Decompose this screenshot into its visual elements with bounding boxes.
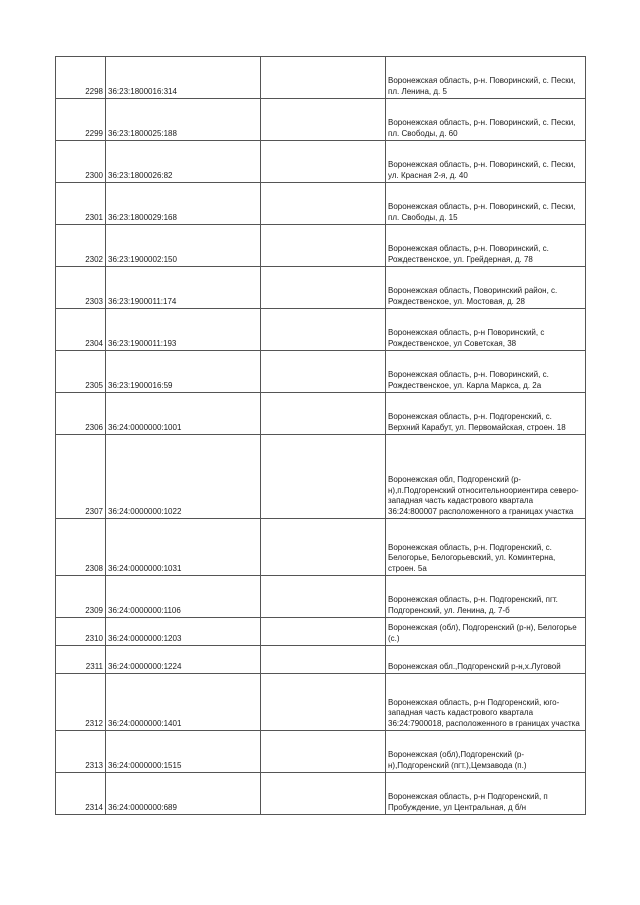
table-row xyxy=(56,773,586,815)
row-number: 2302 xyxy=(56,225,106,267)
row-number: 2298 xyxy=(56,57,106,99)
object-name xyxy=(261,225,386,267)
cadastral-number: 36:23:1900011:193 xyxy=(106,309,261,351)
object-address: Воронежская область, р-н. Поворинский, с. Пески, пл. Свободы, д. 15 xyxy=(386,183,586,225)
row-number: 2308 xyxy=(56,519,106,576)
cadastral-number: 36:23:1800026:82 xyxy=(106,141,261,183)
table-row xyxy=(56,435,586,519)
object-address: Воронежская область, р-н. Подгоренский, пгт. Подгоренский, ул. Ленина, д. 7-б xyxy=(386,576,586,618)
object-address: Воронежская область, р-н Подгоренский, п Пробуждение, ул Центральная, д б/н xyxy=(386,773,586,815)
object-name xyxy=(261,141,386,183)
object-address: Воронежская (обл),Подгоренский (р-н),Подгоренский (пгт.),Цемзавода (п.) xyxy=(386,731,586,773)
row-number: 2313 xyxy=(56,731,106,773)
table-row xyxy=(56,731,586,773)
cadastral-number: 36:24:0000000:1401 xyxy=(106,674,261,731)
table-row xyxy=(56,183,586,225)
object-name xyxy=(261,435,386,519)
row-number: 2314 xyxy=(56,773,106,815)
table-row xyxy=(56,141,586,183)
row-number: 2305 xyxy=(56,351,106,393)
table-row xyxy=(56,351,586,393)
cadastral-number: 36:24:0000000:1022 xyxy=(106,435,261,519)
object-address: Воронежская область, р-н. Поворинский, с. Пески, ул. Красная 2-я, д. 40 xyxy=(386,141,586,183)
object-name xyxy=(261,731,386,773)
object-address: Воронежская область, Поворинский район, с. Рождественское, ул. Мостовая, д. 28 xyxy=(386,267,586,309)
table-row xyxy=(56,576,586,618)
object-name xyxy=(261,646,386,674)
cadastral-number: 36:23:1900016:59 xyxy=(106,351,261,393)
object-address: Воронежская обл.,Подгоренский р-н,х.Луговой xyxy=(386,646,586,674)
object-name xyxy=(261,309,386,351)
cadastral-number: 36:24:0000000:1031 xyxy=(106,519,261,576)
cadastral-number: 36:24:0000000:1203 xyxy=(106,618,261,646)
object-name xyxy=(261,773,386,815)
cadastral-number: 36:23:1900002:150 xyxy=(106,225,261,267)
row-number: 2307 xyxy=(56,435,106,519)
cadastral-number: 36:24:0000000:689 xyxy=(106,773,261,815)
object-address: Воронежская обл, Подгоренский (р-н),п.Подгоренский относительноориентира северо-западная часть кадастрового квартала 36:24:800007 расположенного а границах участка xyxy=(386,435,586,519)
object-name xyxy=(261,576,386,618)
cadastral-number: 36:24:0000000:1515 xyxy=(106,731,261,773)
row-number: 2304 xyxy=(56,309,106,351)
object-name xyxy=(261,57,386,99)
table-row xyxy=(56,225,586,267)
cadastral-number: 36:23:1800025:188 xyxy=(106,99,261,141)
object-name xyxy=(261,183,386,225)
object-address: Воронежская область, р-н. Подгоренский, с. Верхний Карабут, ул. Первомайская, строен. 18 xyxy=(386,393,586,435)
cadastral-number: 36:23:1800016:314 xyxy=(106,57,261,99)
object-address: Воронежская область, р-н. Подгоренский, с. Белогорье, Белогорьевский, ул. Коминтерна, строен. 5а xyxy=(386,519,586,576)
object-name xyxy=(261,393,386,435)
table-row xyxy=(56,309,586,351)
object-name xyxy=(261,519,386,576)
object-name xyxy=(261,618,386,646)
object-name xyxy=(261,674,386,731)
table-row xyxy=(56,267,586,309)
row-number: 2300 xyxy=(56,141,106,183)
cadastral-number: 36:23:1900011:174 xyxy=(106,267,261,309)
row-number: 2312 xyxy=(56,674,106,731)
registry-table xyxy=(55,56,586,815)
row-number: 2299 xyxy=(56,99,106,141)
table-row xyxy=(56,519,586,576)
row-number: 2310 xyxy=(56,618,106,646)
row-number: 2301 xyxy=(56,183,106,225)
object-address: Воронежская (обл), Подгоренский (р-н), Белогорье (с.) xyxy=(386,618,586,646)
object-address: Воронежская область, р-н. Поворинский, с. Пески, пл. Ленина, д. 5 xyxy=(386,57,586,99)
table-row xyxy=(56,674,586,731)
cadastral-number: 36:24:0000000:1106 xyxy=(106,576,261,618)
cadastral-number: 36:23:1800029:168 xyxy=(106,183,261,225)
object-address: Воронежская область, р-н Поворинский, с Рождественское, ул Советская, 38 xyxy=(386,309,586,351)
row-number: 2311 xyxy=(56,646,106,674)
object-address: Воронежская область, р-н. Поворинский, с. Рождественское, ул. Грейдерная, д. 78 xyxy=(386,225,586,267)
object-address: Воронежская область, р-н. Поворинский, с. Пески, пл. Свободы, д. 60 xyxy=(386,99,586,141)
cadastral-number: 36:24:0000000:1224 xyxy=(106,646,261,674)
object-name xyxy=(261,99,386,141)
row-number: 2303 xyxy=(56,267,106,309)
table-row xyxy=(56,393,586,435)
table-row xyxy=(56,646,586,674)
row-number: 2306 xyxy=(56,393,106,435)
object-address: Воронежская область, р-н. Поворинский, с. Рождественское, ул. Карла Маркса, д. 2а xyxy=(386,351,586,393)
table-row xyxy=(56,57,586,99)
cadastral-number: 36:24:0000000:1001 xyxy=(106,393,261,435)
row-number: 2309 xyxy=(56,576,106,618)
object-name xyxy=(261,351,386,393)
object-address: Воронежская область, р-н Подгоренский, юго-западная часть кадастрового квартала 36:24:7900018, расположенного в границах участка xyxy=(386,674,586,731)
table-row xyxy=(56,99,586,141)
table-row xyxy=(56,618,586,646)
object-name xyxy=(261,267,386,309)
registry-body xyxy=(56,57,586,815)
